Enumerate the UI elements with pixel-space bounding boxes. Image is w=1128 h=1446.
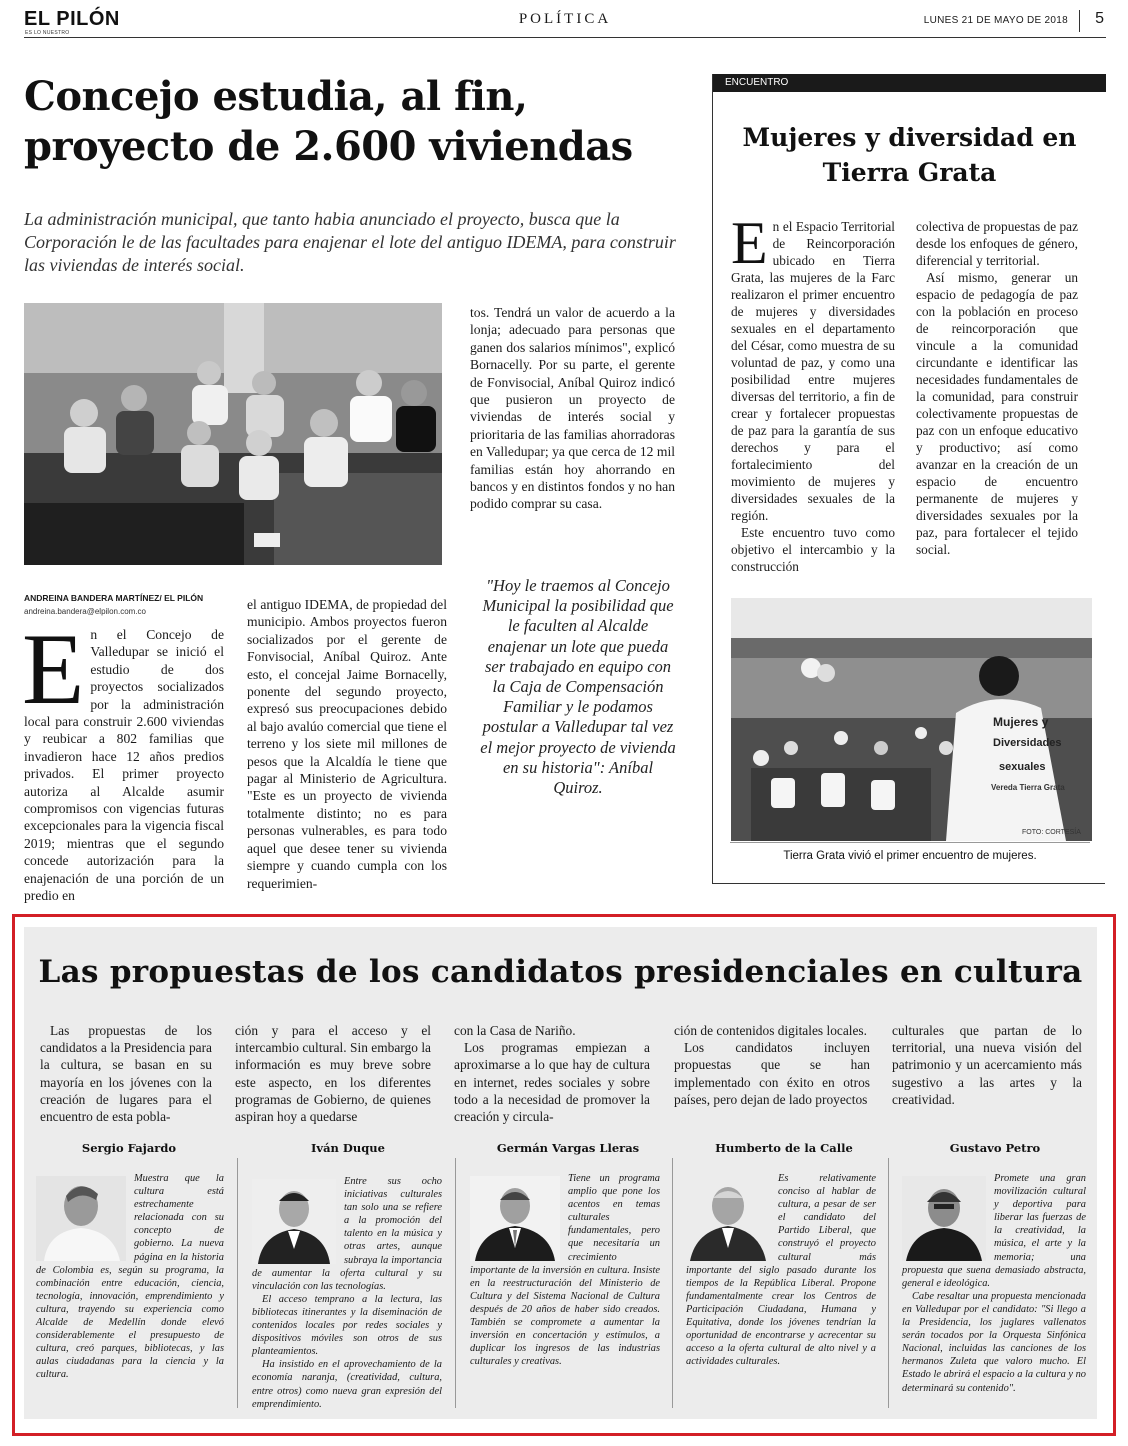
column-divider — [672, 1158, 673, 1408]
pull-quote: "Hoy le traemos al Concejo Municipal la posibilidad que le faculten al Alcalde enajenar un lote que pueda ser trabajado en equipo con la Caja de Compensación Familiar y le podamos postular a Valledupar tal vez el mejor proyecto de vivienda en su historia": Aníbal Quiroz. — [480, 576, 676, 798]
caption-divider — [730, 842, 1090, 843]
culture-intro-col-4 — [674, 1022, 870, 1108]
culture-intro-col-2: ción y para el acceso y el intercambio cultural. Sin embargo la información es muy breve sobre este aspecto, en los diferentes programas de Gobierno, de quienes aspiran hoy a quedarse — [235, 1023, 431, 1125]
drop-cap: E — [22, 613, 85, 726]
header-divider — [1079, 10, 1080, 32]
candidate-text-duque-2: El acceso temprano a la lectura, las bibliotecas itinerantes y la diseminación de contenidos locales por redes sociales y dispositivos móviles son otros de sus planteamientos. — [252, 1293, 442, 1358]
culture-intro-col-4-text-b: Los candidatos incluyen propuestas que se han implementado con éxito en otros países, pero dejan de lado proyectos — [674, 1040, 870, 1107]
candidate-text-delacalle: Es relativamente conciso al hablar de cultura, a pesar de ser el candidato del Partido Liberal, que construyó el proyecto cultural más importante del siglo pasado durante los tiempos de la República Liberal. Propone fundamentalmente crear los Centros de Participación Ciudadana, Humana y Equitativa, donde los jóvenes tendrían la oportunidad de encontrarse y acrecentar su acceso a la oferta cultural de alto nivel y a actividades culturales. — [686, 1173, 876, 1368]
newspaper-logo: EL PILÓN — [24, 8, 120, 30]
sidebar-title — [713, 120, 1106, 190]
candidate-name-delacalle: Humberto de la Calle — [715, 1141, 853, 1155]
culture-intro-col-3 — [454, 1022, 650, 1125]
women-meeting-photo — [731, 598, 1092, 841]
candidate-name-petro: Gustavo Petro — [949, 1141, 1041, 1155]
council-meeting-photo — [24, 303, 442, 565]
headline-line-1: Concejo estudia, al fin, — [24, 73, 528, 120]
sidebar-title-line-2: Tierra Grata — [822, 158, 997, 187]
headline-line-2: proyecto de 2.600 viviendas — [24, 123, 633, 170]
candidate-column-duque — [252, 1175, 442, 1411]
portrait-fajardo — [36, 1176, 126, 1261]
sidebar-column-1-text: n el Espacio Territorial de Reincorporación ubicado en Tierra Grata, las mujeres de la Farc realizaron el primer encuentro de mujeres y diversidades sexuales en el departamento del César, como muestra de su voluntad de paz, y como una posibilidad entre mujeres diversas del territorio, a fin de crear y fortalecer propuestas de paz para la garantía de sus derechos y para el fortalecimiento del movimiento de mujeres y diversidades sexuales de la región. — [731, 219, 895, 523]
sidebar-column-2-text: colectiva de propuestas de paz desde los enfoques de género, diferencial y territorial. — [916, 219, 1078, 268]
portrait-duque — [252, 1179, 336, 1264]
author-email: andreina.bandera@elpilon.com.co — [24, 607, 146, 616]
sidebar-column-1-text-2: Este encuentro tuvo como objetivo el intercambio y la construcción — [731, 525, 895, 574]
column-divider — [455, 1158, 456, 1408]
candidate-text-petro-2: Cabe resaltar una propuesta mencionada en Valledupar por el candidato: "Si llego a la Presidencia, los juglares vallenatos serán tocados por la Orquesta Sinfónica Nacional, incluidas las canciones de los hermanos Zuleta que valoro mucho. El Estado le abrirá el espacio a la cultura y no determinará su contenido". — [902, 1290, 1086, 1394]
portrait-petro — [902, 1176, 986, 1261]
article-column-1-text: n el Concejo de Valledupar se inició el estudio de dos proyectos socializados por la administración local para construir 2.600 viviendas y reubicar a 802 familias que invadieron hace 12 años predios privados. El primer proyecto autoriza al Alcalde asumir compromisos con vigencias futuras excepcionales para la vigencia fiscal 2019; mientras que el segundo concede autorización para la enajenación de una porción de un predio en — [24, 627, 224, 904]
culture-intro-col-4-text-a: ción de contenidos digitales locales. — [674, 1023, 867, 1038]
sidebar-column-2 — [916, 218, 1078, 558]
sidebar-column-1 — [731, 210, 895, 575]
sidebar-drop-cap: E — [731, 210, 768, 276]
shirt-text-1: Mujeres y — [993, 715, 1049, 729]
culture-intro-col-3-text-b: Los programas empiezan a aproximarse a lo que hay de cultura en internet, redes sociales y sobre todo a la necesidad de promover la creación y circula- — [454, 1040, 650, 1125]
sidebar-kicker: ENCUENTRO — [713, 74, 1106, 92]
main-headline — [24, 72, 694, 172]
culture-intro-col-1-text: Las propuestas de los candidatos a la Presidencia para la cultura, se basan en su mayoría en los jóvenes con la creación de lugares para el encuentro de esta pobla- — [40, 1023, 212, 1125]
culture-box-title: Las propuestas de los candidatos presidenciales en cultura — [38, 954, 1083, 990]
candidate-name-fajardo: Sergio Fajardo — [81, 1141, 177, 1155]
column-divider — [237, 1158, 238, 1408]
article-byline: ANDREINA BANDERA MARTÍNEZ/ EL PILÓN — [24, 593, 204, 603]
candidate-column-petro — [902, 1172, 1086, 1395]
article-column-1 — [22, 613, 224, 905]
candidate-text-petro: Promete una gran movilización cultural y deportiva para liberar las fuerzas de la creatividad, la música, el arte y la memoria; una propuesta que suena demasiado abstracta, general e ideológica. — [902, 1173, 1086, 1289]
culture-intro-col-1 — [40, 1022, 212, 1125]
sidebar-title-line-1: Mujeres y diversidad en — [742, 123, 1077, 152]
portrait-vargas — [470, 1176, 560, 1261]
issue-date: LUNES 21 DE MAYO DE 2018 — [923, 15, 1068, 26]
page-number: 5 — [1095, 10, 1104, 27]
culture-intro-col-3-text-a: con la Casa de Nariño. — [454, 1023, 576, 1038]
photo-caption: Tierra Grata vivió el primer encuentro de mujeres. — [783, 850, 1037, 862]
candidate-text-fajardo: Muestra que la cultura está estrechamente relacionada con su concepto de gobierno. La nueva página en la historia de Colombia es, según su programa, la combinación entre educación, ciencia, tecnología, innovación, emprendimiento y cultura, trayendo su experiencia como Alcalde de Medellín donde elevó considerablemente el presupuesto de cultura, creó parques, bibliotecas, y las aulas ciudadanas para la ciencia y la cultura. — [36, 1173, 224, 1381]
portrait-delacalle — [686, 1176, 770, 1261]
masthead — [24, 8, 1106, 38]
candidate-name-duque: Iván Duque — [311, 1141, 385, 1155]
article-column-2: el antiguo IDEMA, de propiedad del municipio. Ambos proyectos fueron socializados por el gerente de Fonvisocial, Aníbal Quiroz. Ante esto, el concejal Jaime Bornacelly, ponente del segundo proyecto, expresó sus preocupaciones debido al bajo avalúo comercial que tiene el terreno y los siete mil millones de pesos que la Alcaldía le tiene que pagar al Ministerio de Agricultura. "Este es un proyecto de vivienda totalmente distinto; no es para personas vulnerables, es para todo aquel que desee tener su vivienda siempre y cuando cumpla con los requerimien- — [247, 597, 447, 891]
article-lede: La administración municipal, que tanto habia anunciado el proyecto, busca que la Corporación le de las facultades para enajenar el lote del antiguo IDEMA, para construir las viviendas de interés social. — [24, 209, 676, 275]
photo-credit: FOTO: CORTESÍA — [1022, 829, 1081, 836]
candidate-column-vargas — [470, 1172, 660, 1368]
article-column-photo-side: tos. Tendrá un valor de acuerdo a la lonja; adecuado para personas que ganen dos salarios mínimos", explicó Bornacelly. Por su parte, el gerente de Fonvisocial, Aníbal Quiroz indicó que pusieron un proyecto de viviendas de interés social y prioritaria de las familias ahorradoras en Valledupar; ya que cerca de 12 mil familias están hoy ahorrando en bancos y en distintos fondos y no han podido comprar su casa. — [470, 305, 675, 512]
shirt-text-3: sexuales — [999, 761, 1046, 773]
candidate-text-duque-3: Ha insistido en el aprovechamiento de la economía naranja, (creatividad, cultura, entre otros) como nueva gran expresión del emprendimiento. — [252, 1359, 442, 1410]
candidate-column-delacalle — [686, 1172, 876, 1368]
sidebar-column-2-text-2: Así mismo, generar un espacio de pedagogía de paz con la población en proceso de reincorporación que vincule a la comunidad circundante e identificar las necesidades fundamentales de la comunidad, para construir colectivamente propuestas de paz con un enfoque educativo y productivo; así como avanzar en la creación de un espacio de encuentro permanente de mujeres y diversidades sexuales por la paz, para fortalecer el tejido social. — [916, 270, 1078, 557]
section-name: POLÍTICA — [518, 11, 612, 27]
shirt-text-4: Vereda Tierra Grata — [991, 783, 1065, 792]
candidate-column-fajardo — [36, 1172, 224, 1382]
column-divider — [888, 1158, 889, 1408]
culture-intro-col-5: culturales que partan de lo territorial, una nueva visión del patrimonio y un acercamiento más sugestivo a las artes y la creatividad. — [892, 1023, 1082, 1107]
newspaper-slogan: ES LO NUESTRO — [25, 30, 70, 36]
candidate-name-vargas: Germán Vargas Lleras — [496, 1141, 640, 1155]
shirt-text-2: Diversidades — [993, 737, 1062, 749]
candidate-text-vargas: Tiene un programa amplio que pone los acentos en temas culturales fundamentales, pero que necesitaría un crecimiento importante de la inversión en cultura. Insiste en la reestructuración del Ministerio de Cultura y del Sistema Nacional de Cultura después de 20 años de haber sido creados. También se compromete a aumentar la inversión en concertación y estímulos, a duplicar los ingresos de las industrias culturales y creativas. — [470, 1173, 660, 1368]
candidate-text-duque: Entre sus ocho iniciativas culturales tan solo una se refiere a la promoción del talento en la música y otras artes, aunque subraya la importancia de aumentar la oferta cultural y su vinculación con las tecnologías. — [252, 1176, 442, 1292]
